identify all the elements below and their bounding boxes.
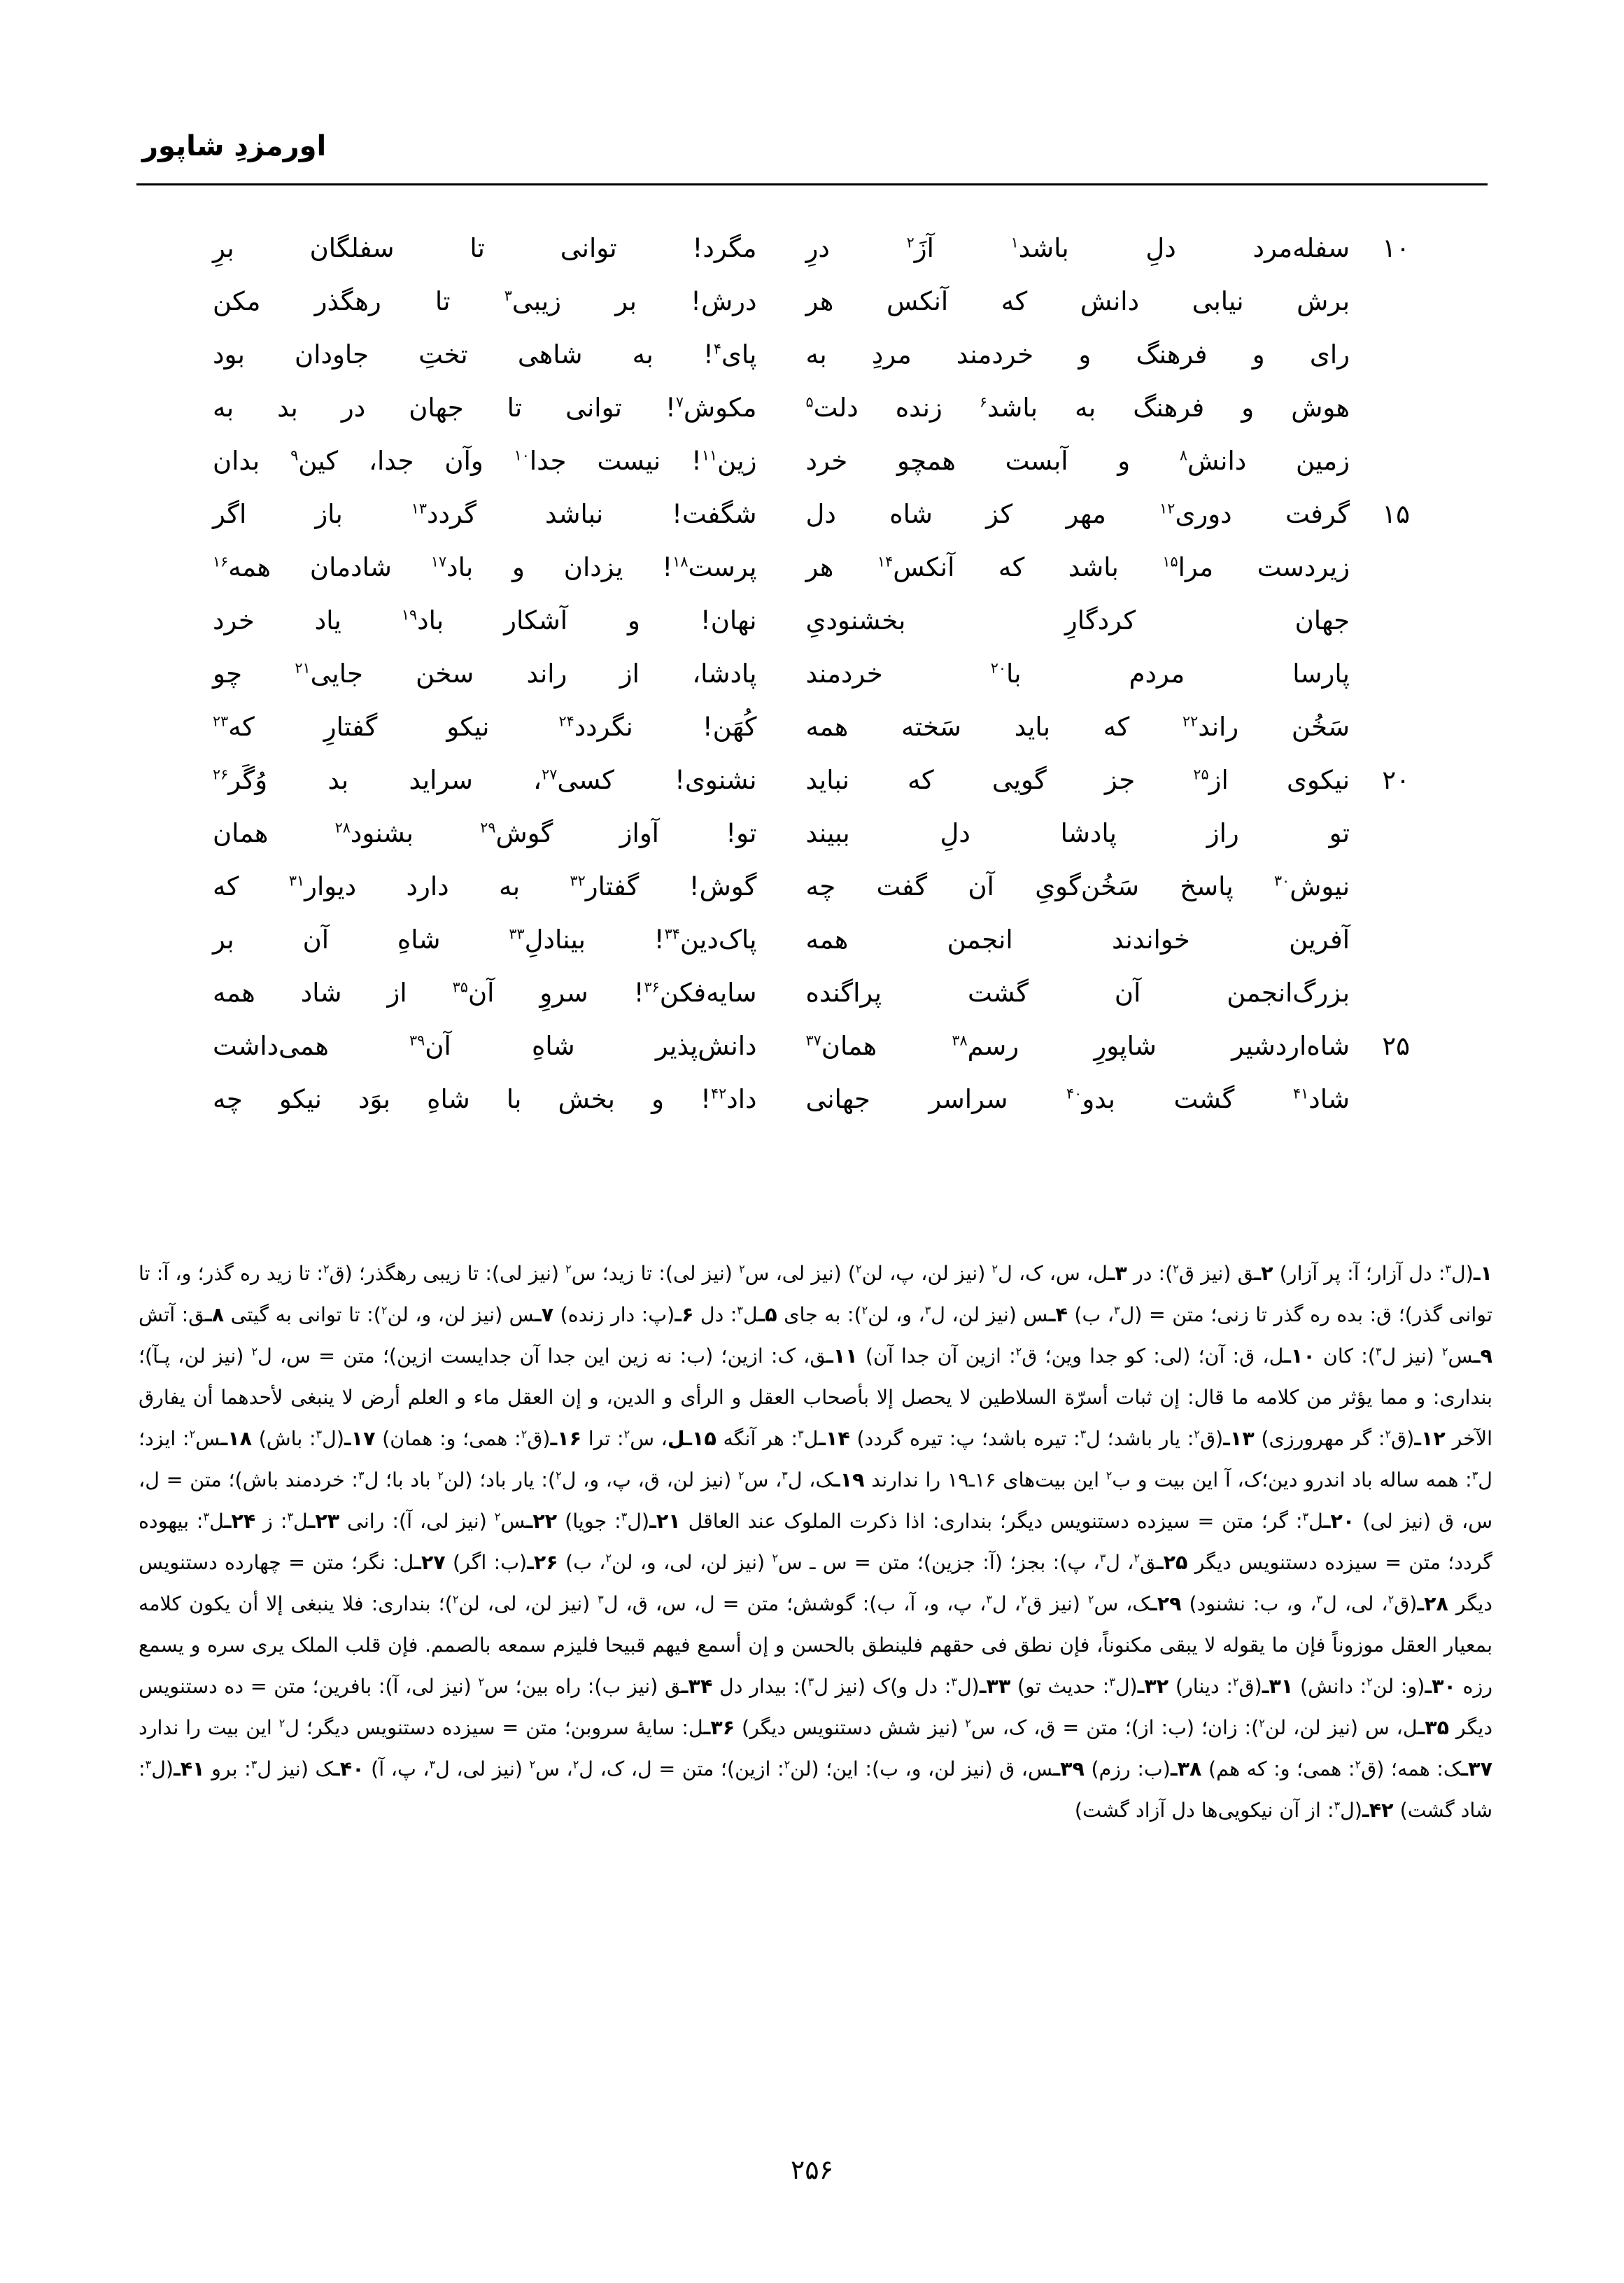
- verse-row: [210, 869, 1414, 922]
- hemistich-first: بزرگ‌انجمن آن گشت پراگنده: [805, 978, 1350, 1008]
- verse-row: [210, 284, 1414, 337]
- verse-row: [210, 656, 1414, 710]
- hemistich-first: نیوش$^{۳۰}$ پاسخ سَخُن‌گویِ آن گفت چه: [805, 871, 1350, 901]
- verse-number: ۲۰: [1382, 765, 1410, 795]
- hemistich-second: مکوش$^۷$! توانی تا جهان در بد به: [213, 393, 757, 423]
- verse-row: [210, 497, 1414, 550]
- hemistich-second: نشنوی! کسی$^{۲۷}$، سراید بد وُگَر$^{۲۶}$: [213, 765, 757, 795]
- hemistich-second: تو! آواز گوش$^{۲۹}$ بشنود$^{۲۸}$ همان: [213, 818, 757, 848]
- verse-row: [210, 550, 1414, 603]
- verse-number: [1350, 1082, 1414, 1086]
- verse-number: ۱۰: [1382, 233, 1410, 263]
- hemistich-first: جهان کردگارِ بخشنودیِ: [805, 605, 1350, 635]
- verse-number: ۱۵: [1382, 499, 1410, 529]
- verse-row: [210, 816, 1414, 869]
- verse-number: [1350, 603, 1414, 607]
- verse-row: [210, 444, 1414, 497]
- hemistich-second: درش! بر زیبی$^۳$ تا رهگذر مکن: [213, 286, 757, 316]
- hemistich-first: آفرین خواندند انجمن همه: [805, 925, 1350, 955]
- hemistich-second: مگرد! توانی تا سفلگان برِ: [213, 233, 757, 263]
- verse-number: [1350, 284, 1414, 288]
- hemistich-second: پاک‌دین$^{۳۴}$! بینادلِ$^{۳۳}$ شاهِ آن بر: [213, 925, 757, 955]
- hemistich-first: تو راز پادشا دلِ ببیند: [805, 818, 1350, 848]
- hemistich-second: پرست$^{۱۸}$! یزدان و باد$^{۱۷}$ شادمان همه$^{۱۶}$: [213, 552, 757, 582]
- hemistich-second: داد$^{۴۲}$! و بخش با شاهِ بوَد نیکو چه: [213, 1084, 757, 1114]
- page-number: ۲۵۶: [790, 2154, 834, 2185]
- verse-number: [1350, 976, 1414, 980]
- hemistich-first: نیکوی از$^{۲۵}$ جز گویی که نباید: [805, 765, 1350, 795]
- hemistich-first: سَخُن راند$^{۲۲}$ که باید سَخته همه: [805, 712, 1350, 742]
- footnote-text: ۱ـ(ل$^۳$: دل آزار؛ آ: پر آزار) ۲ـق (نیز ق$^۲$): در ۳ـل، س، ک، ل$^۲$ (نیز لن، پ، لن$^۲$) (نیز لی، س$^۲$ (نیز لی): تا زید؛ س$^۲$ (نیز لی): تا زیبی رهگذر؛ (ق$^۲$: تا زید ره گذر؛ و، آ: تا توانی گذر)؛ ق: بده ره گذر تا زنی؛ متن = (ل$^۳$، ب) ۴ـس (نیز لن، ل$^۳$، و، لن$^۲$): به جای ۵ـل$^۳$: دل ۶ـ(پ: دار زنده) ۷ـس (نیز لن، و، لن$^۲$): تا توانی به گیتی ۸ـق: آتش ۹ـس$^۲$ (نیز ل$^۳$): کان ۱۰ـل، ق: آن؛ (لی: کو جدا وین؛ ق$^۲$: ازین آن جدا آن) ۱۱ـق، ک: ازین؛ (ب: نه زین این جدا آن جدایست ازین)؛ متن = س، ل$^۲$ (نیز لن، پـآ)؛ بنداری: و مما یؤثر من کلامه ما قال: إن ثبات أسرّة السلاطین لا یحصل إلا بأصحاب العقل و الرأی و الدین، و إن العقل ماء و العلم أرض لا ینبغی لأحدهما أن یفارق الآخر ۱۲ـ(ق$^۲$: گر مهرورزی) ۱۳ـ(ق$^۲$: یار باشد؛ ل$^۳$: تیره باشد؛ پ: تیره گردد) ۱۴ـل$^۳$: هر آنگه ۱۵ـل، س$^۲$: ترا ۱۶ـ(ق$^۲$: همی؛ و: همان) ۱۷ـ(ل$^۳$: باش) ۱۸ـس$^۲$: ایزد؛ل$^۳$: همه ساله باد اندرو دین؛ک، آ این بیت و ب$^۲$ این بیت‌های ۱۶ـ۱۹ را ندارند ۱۹ـک، ل$^۳$، س$^۲$ (نیز لن، ق، پ، و، ل$^۲$): یار باد؛ (لن$^۲$ باد با؛ ل$^۳$: خردمند باش)؛ متن = ل، س، ق (نیز لی) ۲۰ـل$^۳$: گر؛ متن = سیزده دستنویس دیگر؛ بنداری: اذا ذکرت الملوک عند العاقل ۲۱ـ(ل$^۳$: جویا) ۲۲ـس$^۲$ (نیز لی، آ): رانی ۲۳ـل$^۳$: ز ۲۴ـل$^۳$: بیهوده گردد؛ متن = سیزده دستنویس دیگر ۲۵ـق$^۲$، ل$^۳$، پ): بجز؛ (آ: جزین)؛ متن = س ـ س$^۲$ (نیز لن، لی، و، لن$^۲$، ب) ۲۶ـ(ب: اگر) ۲۷ـل: نگر؛ متن = چهارده دستنویس دیگر ۲۸ـ(ق$^۲$، لی، ل$^۳$، و، ب: نشنود) ۲۹ـک، س$^۲$ (نیز ق$^۲$، ل$^۳$، پ، و، آ، ب): گوشش؛ متن = ل، س، ق، ل$^۳$ (نیز لن، لی، لن$^۲$)؛ بنداری: فلا ینبغی إلا أن یکون کلامه بمعیار العقل موزوناً فإن ما یقوله لا یبقی مکنوناً، فإن نطق فی حقهم فلینطق بالحسن و إن أسمع فیهم قبیحا فلیزم سمعه بالصمم. فإن قلب الملک یری سره و یسمع رزه ۳۰ـ(و: لن$^۲$: دانش) ۳۱ـ(ق$^۲$: دینار) ۳۲ـ(ل$^۳$: حدیث تو) ۳۳ـ(ل$^۳$: دل و)ک (نیز ل$^۳$): بیدار دل ۳۴ـق (نیز ب): راه بین؛ س$^۲$ (نیز لی، آ): بافرین؛ متن = ده دستنویس دیگر ۳۵ـل، س (نیز لن، لن$^۲$): زان؛ (ب: از)؛ متن = ق، ک، س$^۲$ (نیز شش دستنویس دیگر) ۳۶ـل: سایهٔ سروبن؛ متن = سیزده دستنویس دیگر؛ ل$^۲$ این بیت را ندارد ۳۷ـک: همه؛ (ق$^۲$: همی؛ و: که هم) ۳۸ـ(ب: رزم) ۳۹ـس، ق (نیز لن، و، ب): این؛ (لن$^۲$: ازین)؛ متن = ل، ک، ل$^۲$، س$^۲$ (نیز لی، ل$^۳$، پ، آ) ۴۰ـک (نیز ل$^۳$: برو ۴۱ـ(ل$^۳$: شاد گشت) ۴۲ـ(ل$^۳$: از آن نیکویی‌ها دل آزاد گشت): [139, 1262, 1493, 1822]
- hemistich-first: زیردست مرا$^{۱۵}$ باشد که آنکس$^{۱۴}$ هر: [805, 552, 1350, 582]
- verse-number: [1350, 656, 1414, 661]
- verse-row: [210, 231, 1414, 284]
- hemistich-second: پای$^۴$! به شاهی تختِ جاودان بود: [213, 339, 757, 370]
- hemistich-second: کُهَن! نگردد$^{۲۴}$ نیکو گفتارِ که$^{۲۳}$: [213, 712, 757, 742]
- verse-row: [210, 1029, 1414, 1082]
- hemistich-first: پارسا مردم با$^{۲۰}$ خردمند: [805, 659, 1350, 689]
- hemistich-second: دانش‌پذیر شاهِ آن$^{۳۹}$ همی‌داشت: [213, 1031, 757, 1061]
- hemistich-second: سایه‌فکن$^{۳۶}$! سروِ آن$^{۳۵}$ از شاد همه: [213, 978, 757, 1008]
- verse-row: [210, 391, 1414, 444]
- hemistich-second: نهان! و آشکار باد$^{۱۹}$ یاد خرد: [213, 605, 757, 635]
- hemistich-first: سفله‌مرد دلِ باشد$^۱$ آزَ$^۲$ درِ: [805, 233, 1350, 263]
- hemistich-first: هوش و فرهنگ به باشد$^۶$ زنده دلت$^۵$: [805, 393, 1350, 423]
- hemistich-second: زین$^{۱۱}$! نیست جدا$^{۱۰}$ وآن جدا، کین$^۹$ بدان: [213, 446, 757, 476]
- hemistich-first: زمین دانش$^۸$ و آبست همچو خرد: [805, 446, 1350, 476]
- verse-number: [1350, 816, 1414, 820]
- hemistich-second: شگفت! نباشد گردد$^{۱۳}$ باز اگر: [213, 499, 757, 529]
- verse-number: [1350, 922, 1414, 927]
- verse-number: [1350, 444, 1414, 448]
- hemistich-first: برش نیابی دانش که آنکس هر: [805, 286, 1350, 316]
- page-header: [136, 129, 1488, 185]
- running-head-title: اورمزدِ شاپور: [142, 130, 327, 162]
- verse-number: [1350, 391, 1414, 395]
- hemistich-first: شاد$^{۴۱}$ گشت بدو$^{۴۰}$ سراسر جهانی: [805, 1084, 1350, 1114]
- hemistich-second: گوش! گفتار$^{۳۲}$ به دارد دیوار$^{۳۱}$ که: [213, 871, 757, 901]
- verse-number: [1350, 550, 1414, 554]
- hemistich-first: رای و فرهنگ و خردمند مردِ به: [805, 339, 1350, 370]
- verse-row: [210, 922, 1414, 976]
- verse-row: [210, 603, 1414, 656]
- hemistich-first: شاه‌اردشیر شاپورِ رسم$^{۳۸}$ همان$^{۳۷}$: [805, 1031, 1350, 1061]
- verse-row: [210, 763, 1414, 816]
- verse-row: [210, 337, 1414, 391]
- verse-block: [210, 231, 1414, 1135]
- verse-number: ۲۵: [1382, 1031, 1410, 1061]
- verse-number: [1350, 337, 1414, 342]
- verse-row: [210, 976, 1414, 1029]
- header-rule: [136, 183, 1488, 185]
- verse-row: [210, 1082, 1414, 1135]
- verse-row: [210, 710, 1414, 763]
- footnotes-block: [139, 1253, 1492, 1831]
- hemistich-first: گرفت دوری$^{۱۲}$ مهر کز شاه دل: [805, 499, 1350, 529]
- verse-number: [1350, 710, 1414, 714]
- hemistich-second: پادشا، از راند سخن جایی$^{۲۱}$ چو: [213, 659, 757, 689]
- verse-number: [1350, 869, 1414, 873]
